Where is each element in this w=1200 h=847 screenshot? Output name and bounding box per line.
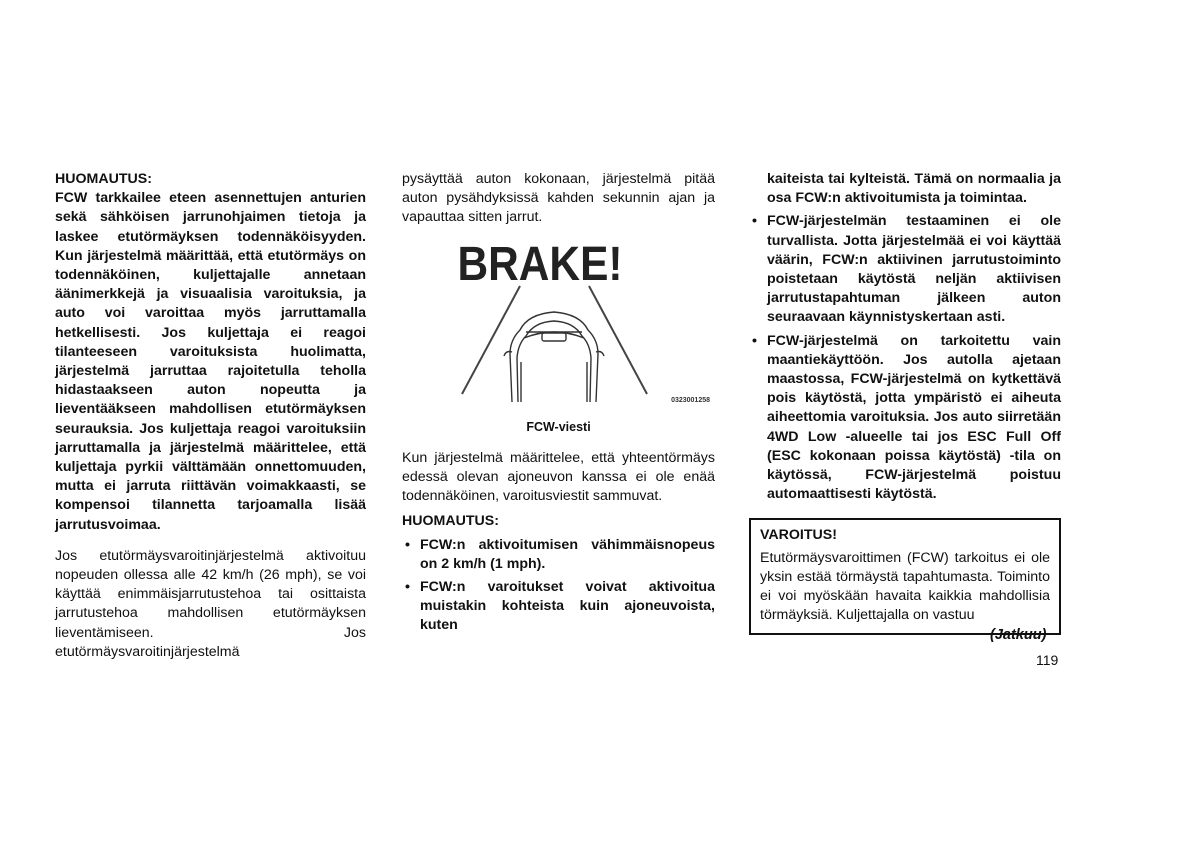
body-paragraph: Jos etutörmäysvaroitinjärjestelmä aktivoituu nopeuden ollessa alle 42 km/h (26 mph), se voi käyttää enimmäisjarrutustehoa tai osittaista jarrutustehoa mahdollisen etutörmäyksen lieventämiseen. Jos etutörmäysvaroitinjärjestelmä: [55, 547, 366, 660]
figure-caption: FCW-viesti: [526, 419, 591, 434]
note-heading: HUOMAUTUS:: [402, 513, 499, 530]
body-paragraph: Kun järjestelmä määrittelee, että yhteentörmäys edessä olevan ajoneuvon kanssa ei ole enää todennäköinen, varoitusviestit sammuvat.: [402, 449, 715, 505]
continued-label: (Jatkuu): [990, 627, 1047, 643]
page-number: 119: [1036, 652, 1059, 668]
warning-text: Etutörmäysvaroittimen (FCW) tarkoitus ei ole yksin estää törmäystä tapahtumasta. Toiminto ei voi myöskään havaita kaikkia mahdollisia törmäyksiä. Kuljettajalla on vastuu: [760, 549, 1050, 624]
column-middle: [402, 170, 715, 636]
list-item: • FCW:n varoitukset voivat aktivoitua muistakin kohteista kuin ajoneuvoista, kuten: [402, 578, 715, 636]
figure-code: 0323001258: [671, 396, 710, 404]
list-item: • FCW:n aktivoitumisen vähimmäisnopeus on 2 km/h (1 mph).: [402, 536, 715, 574]
list-item: • FCW-järjestelmän testaaminen ei ole turvallista. Jotta järjestelmää ei voi käyttää väärin, FCW:n aktiivinen jarrutustoiminto poistetaan käytöstä neljän aktiivisen jarrutustapahtuman jälkeen auton seuraavaan käynnistyskertaan asti.: [749, 212, 1061, 327]
warning-box: [749, 518, 1061, 635]
column-left: [55, 170, 366, 662]
fcw-brake-illustration: [402, 242, 715, 412]
fcw-figure: [402, 242, 715, 412]
car-rear-icon: [504, 312, 604, 402]
brake-text: BRAKE!: [457, 241, 623, 291]
bullet-list: [749, 212, 1061, 504]
note-heading: HUOMAUTUS:: [55, 171, 152, 187]
warning-title: VAROITUS!: [760, 527, 837, 544]
note-text: FCW tarkkailee eteen asennettujen anturien sekä sähköisen jarrunohjaimen tietoja ja laskee etutörmäyksen todennäköisyyden. Kun järjestelmä määrittää, että etutörmäys on todennäköinen, kuljettajalle annetaan äänimerkkejä ja visuaalisia varoituksia, ja auto voi varoittaa myös jarruttamalla hetkellisesti. Jos kuljettaja ei reagoi tilanteeseen varoituksista huolimatta, järjestelmä jarruttaa rajoitetulla teholla hidastaakseen auton nopeutta ja lieventääkseen mahdollisen etutörmäyksen seurauksia. Jos kuljettaja reagoi varoituksiin jarruttamalla ja järjestelmä määrittelee, että kuljettaja pyrkii välttämään onnettomuuden, mutta ei jarruta riittävän voimakkaasti, se kompensoi tilannetta tarjoamalla lisää jarrutusvoimaa.: [55, 190, 366, 533]
column-right: [749, 170, 1061, 635]
note-bullet-list: [402, 536, 715, 636]
bullet-continuation: kaiteista tai kylteistä. Tämä on normaalia ja osa FCW:n aktivoitumista ja toimintaa.: [767, 171, 1061, 207]
body-paragraph: pysäyttää auton kokonaan, järjestelmä pitää auton pysähdyksissä kahden sekunnin ajan ja vapauttaa sitten jarrut.: [402, 171, 715, 226]
list-item: • FCW-järjestelmä on tarkoitettu vain maantiekäyttöön. Jos autolla ajetaan maastossa, FCW-järjestelmä on kytkettävä pois käytöstä, jotta ympäristö ei aiheuta aiheettomia varoituksia. Jos auto siirretään 4WD Low -alueelle tai jos ESC Full Off (ESC kokonaan poissa käytöstä) -tila on käytössä, FCW-järjestelmä poistuu automaattisesti käytöstä.: [749, 332, 1061, 505]
